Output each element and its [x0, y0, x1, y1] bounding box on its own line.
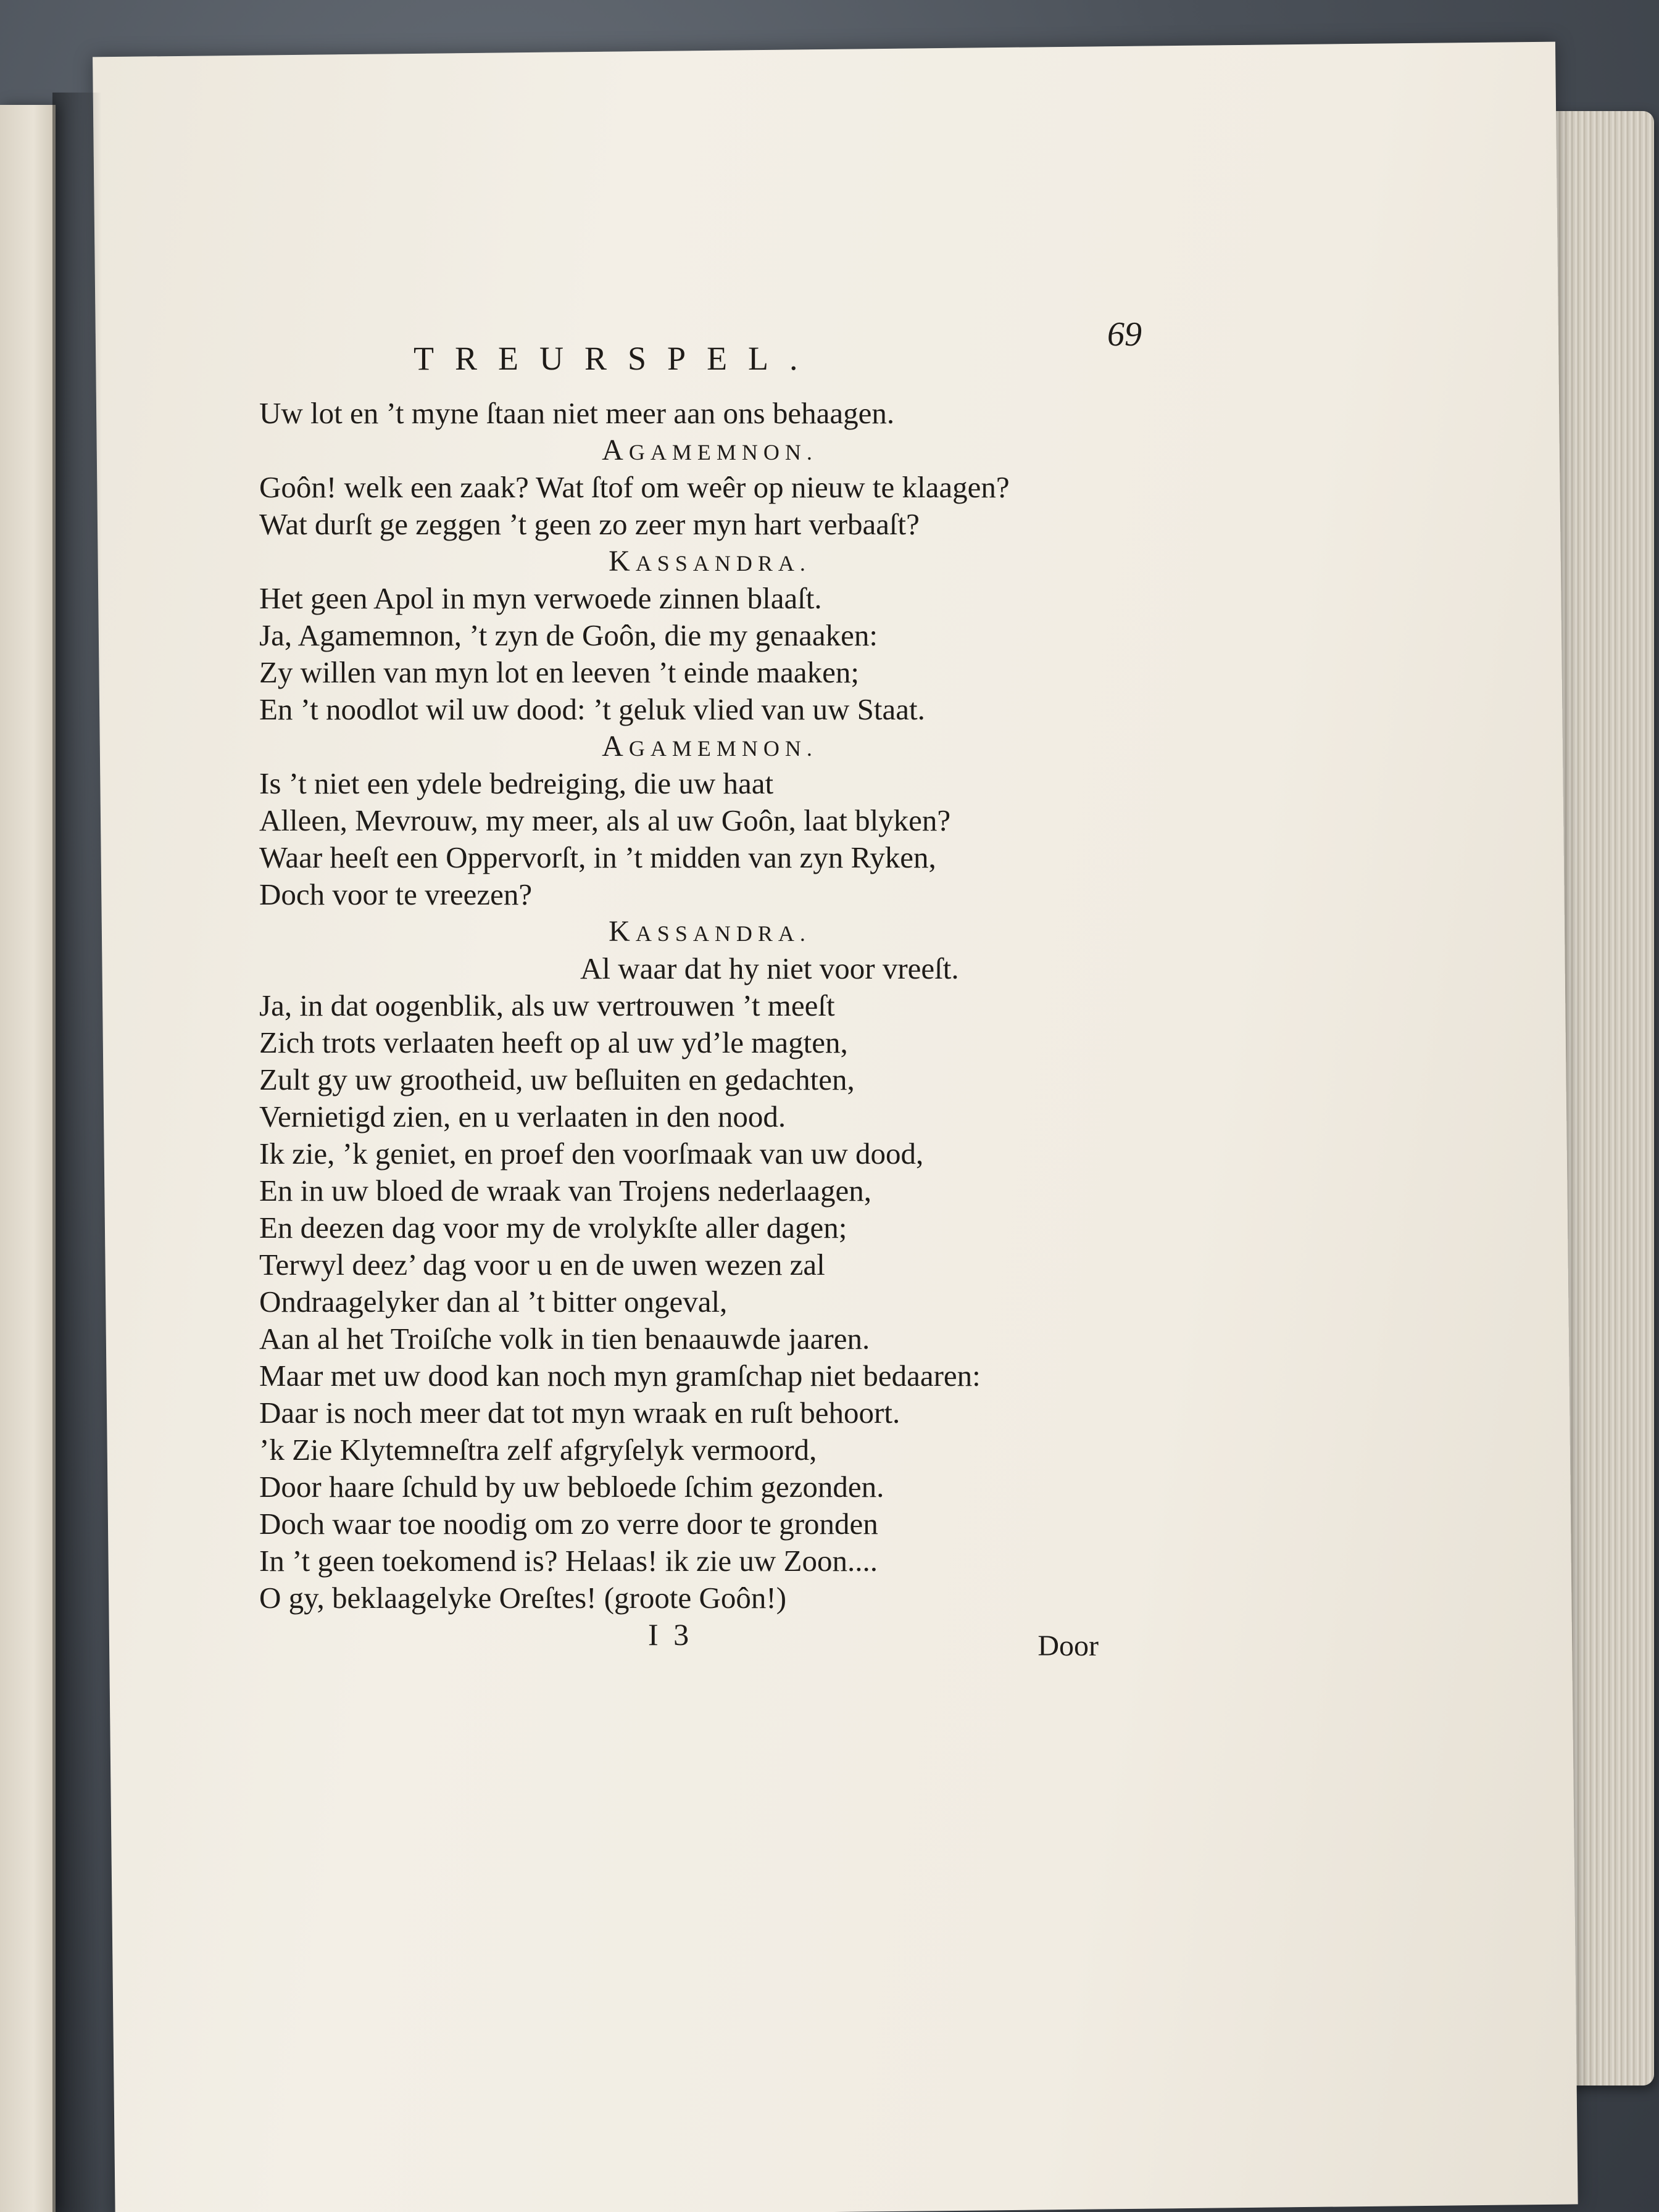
verse-text [259, 395, 1160, 1617]
verse-line: Doch voor te vreezen? [259, 877, 533, 911]
catchword: Door [1037, 1630, 1099, 1662]
verse-line: En ’t noodlot wil uw dood: ’t geluk vlied van uw Staat. [259, 692, 925, 726]
verse-line: En in uw bloed de wraak van Trojens nederlaagen, [259, 1174, 871, 1207]
verse-line: Ja, Agamemnon, ’t zyn de Goôn, die my genaaken: [259, 618, 878, 652]
verse-line: Maar met uw dood kan noch myn gramſchap niet bedaaren: [259, 1359, 981, 1393]
verse-line: Daar is noch meer dat tot myn wraak en ruſt behoort. [259, 1396, 900, 1430]
verse-line: Vernietigd zien, en u verlaaten in den nood. [259, 1100, 786, 1133]
speaker-name: KASSANDRA. [609, 915, 811, 948]
verse-line: ’k Zie Klytemneſtra zelf afgryſelyk vermoord, [259, 1433, 817, 1467]
facing-page-edge [0, 105, 56, 2212]
verse-line: Zult gy uw grootheid, uw beſluiten en gedachten, [259, 1063, 855, 1096]
page-number: 69 [1107, 315, 1142, 354]
verse-line: Het geen Apol in myn verwoede zinnen blaaſt. [259, 581, 822, 615]
verse-line: Aan al het Troiſche volk in tien benaauwde jaaren. [259, 1322, 870, 1356]
verse-line: Ik zie, ’k geniet, en proef den voorſmaak van uw dood, [259, 1137, 924, 1170]
verse-line: Wat durſt ge zeggen ’t geen zo zeer myn hart verbaaſt? [259, 507, 920, 541]
verse-line: Zy willen van myn lot en leeven ’t einde maaken; [259, 655, 859, 689]
verse-line: O gy, beklaagelyke Oreſtes! (groote Goôn!) [259, 1581, 787, 1615]
verse-line: Doch waar toe noodig om zo verre door te gronden [259, 1507, 878, 1541]
verse-line: En deezen dag voor my de vrolykſte aller dagen; [259, 1211, 847, 1245]
verse-line: In ’t geen toekomend is? Helaas! ik zie uw Zoon.... [259, 1544, 878, 1578]
speaker-name: AGAMEMNON. [602, 434, 818, 466]
verse-line: Ondraagelyker dan al ’t bitter ongeval, [259, 1285, 728, 1319]
page-footer [259, 1617, 1123, 1672]
verse-line: Is ’t niet een ydele bedreiging, die uw haat [259, 766, 774, 800]
signature-mark: I 3 [648, 1617, 693, 1652]
verse-line: Waar heeſt een Oppervorſt, in ’t midden van zyn Ryken, [259, 840, 936, 874]
verse-line: Zich trots verlaaten heeft op al uw yd’le magten, [259, 1025, 848, 1059]
gutter-shadow [52, 93, 102, 2212]
verse-line: Door haare ſchuld by uw bebloede ſchim gezonden. [259, 1470, 884, 1504]
verse-line: Al waar dat hy niet voor vreeſt. [580, 951, 959, 985]
verse-line: Goôn! welk een zaak? Wat ſtof om weêr op nieuw te klaagen? [259, 470, 1010, 504]
verse-line: Ja, in dat oogenblik, als uw vertrouwen ’t meeſt [259, 988, 835, 1022]
verse-line: Uw lot en ’t myne ſtaan niet meer aan ons behaagen. [259, 396, 895, 430]
verse-line: Alleen, Mevrouw, my meer, als al uw Goôn, laat blyken? [259, 803, 951, 837]
running-head: TREURSPEL. [414, 340, 819, 377]
verse-line: Terwyl deez’ dag voor u en de uwen wezen zal [259, 1248, 825, 1282]
speaker-name: KASSANDRA. [609, 545, 811, 578]
page-header [327, 309, 1142, 401]
speaker-name: AGAMEMNON. [602, 730, 818, 763]
